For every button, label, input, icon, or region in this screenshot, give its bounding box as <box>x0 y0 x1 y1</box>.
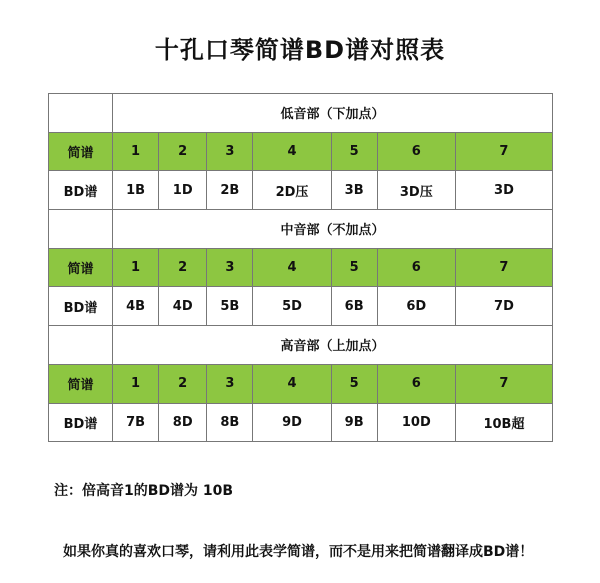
bd-row <box>49 171 553 210</box>
section-heading: 中音部（不加点） <box>113 210 553 249</box>
jianpu-cell: 1 <box>113 132 159 171</box>
jianpu-cell: 6 <box>377 248 455 287</box>
empty-cell <box>49 94 113 133</box>
jianpu-cell: 5 <box>331 248 377 287</box>
jianpu-row <box>49 132 553 171</box>
note-text: 注：倍高音1的BD谱为 10B <box>54 483 234 499</box>
bd-cell: 10B超 <box>455 403 552 442</box>
jianpu-cell: 4 <box>253 248 331 287</box>
bd-cell: 3D <box>455 171 552 210</box>
jianpu-bd-table <box>48 93 553 442</box>
jianpu-cell: 6 <box>377 132 455 171</box>
bd-cell: 6B <box>331 287 377 326</box>
bd-cell: 2B <box>207 171 253 210</box>
bd-cell: 7D <box>455 287 552 326</box>
bd-cell: 5B <box>207 287 253 326</box>
jianpu-cell: 5 <box>331 364 377 403</box>
jianpu-row <box>49 364 553 403</box>
bd-cell: 10D <box>377 403 455 442</box>
row-label: BD谱 <box>49 403 113 442</box>
bd-cell: 3B <box>331 171 377 210</box>
jianpu-cell: 2 <box>159 132 207 171</box>
bd-cell: 7B <box>113 403 159 442</box>
jianpu-cell: 5 <box>331 132 377 171</box>
bd-cell: 4B <box>113 287 159 326</box>
jianpu-cell: 3 <box>207 248 253 287</box>
jianpu-cell: 1 <box>113 364 159 403</box>
bd-cell: 1B <box>113 171 159 210</box>
row-label: 简谱 <box>49 364 113 403</box>
bd-cell: 2D压 <box>253 171 331 210</box>
bd-cell: 8D <box>159 403 207 442</box>
bd-cell: 4D <box>159 287 207 326</box>
jianpu-cell: 6 <box>377 364 455 403</box>
row-label: 简谱 <box>49 248 113 287</box>
jianpu-cell: 7 <box>455 248 552 287</box>
jianpu-cell: 4 <box>253 132 331 171</box>
bd-row <box>49 403 553 442</box>
jianpu-cell: 2 <box>159 364 207 403</box>
section-heading: 低音部（下加点） <box>113 94 553 133</box>
page-title: 十孔口琴简谱BD谱对照表 <box>154 36 446 64</box>
section-header-row <box>49 326 553 365</box>
bd-cell: 6D <box>377 287 455 326</box>
jianpu-cell: 1 <box>113 248 159 287</box>
section-header-row <box>49 94 553 133</box>
empty-cell <box>49 326 113 365</box>
jianpu-cell: 7 <box>455 364 552 403</box>
jianpu-row <box>49 248 553 287</box>
jianpu-cell: 3 <box>207 132 253 171</box>
jianpu-cell: 4 <box>253 364 331 403</box>
bd-cell: 9D <box>253 403 331 442</box>
bd-row <box>49 287 553 326</box>
bd-cell: 9B <box>331 403 377 442</box>
bd-cell: 1D <box>159 171 207 210</box>
bd-cell: 3D压 <box>377 171 455 210</box>
bd-cell: 8B <box>207 403 253 442</box>
empty-cell <box>49 210 113 249</box>
row-label: BD谱 <box>49 287 113 326</box>
bd-cell: 5D <box>253 287 331 326</box>
jianpu-cell: 2 <box>159 248 207 287</box>
jianpu-cell: 7 <box>455 132 552 171</box>
jianpu-cell: 3 <box>207 364 253 403</box>
section-heading: 高音部（上加点） <box>113 326 553 365</box>
tip-text: 如果你真的喜欢口琴，请利用此表学简谱，而不是用来把简谱翻译成BD谱！ <box>63 544 534 560</box>
row-label: 简谱 <box>49 132 113 171</box>
row-label: BD谱 <box>49 171 113 210</box>
section-header-row <box>49 210 553 249</box>
